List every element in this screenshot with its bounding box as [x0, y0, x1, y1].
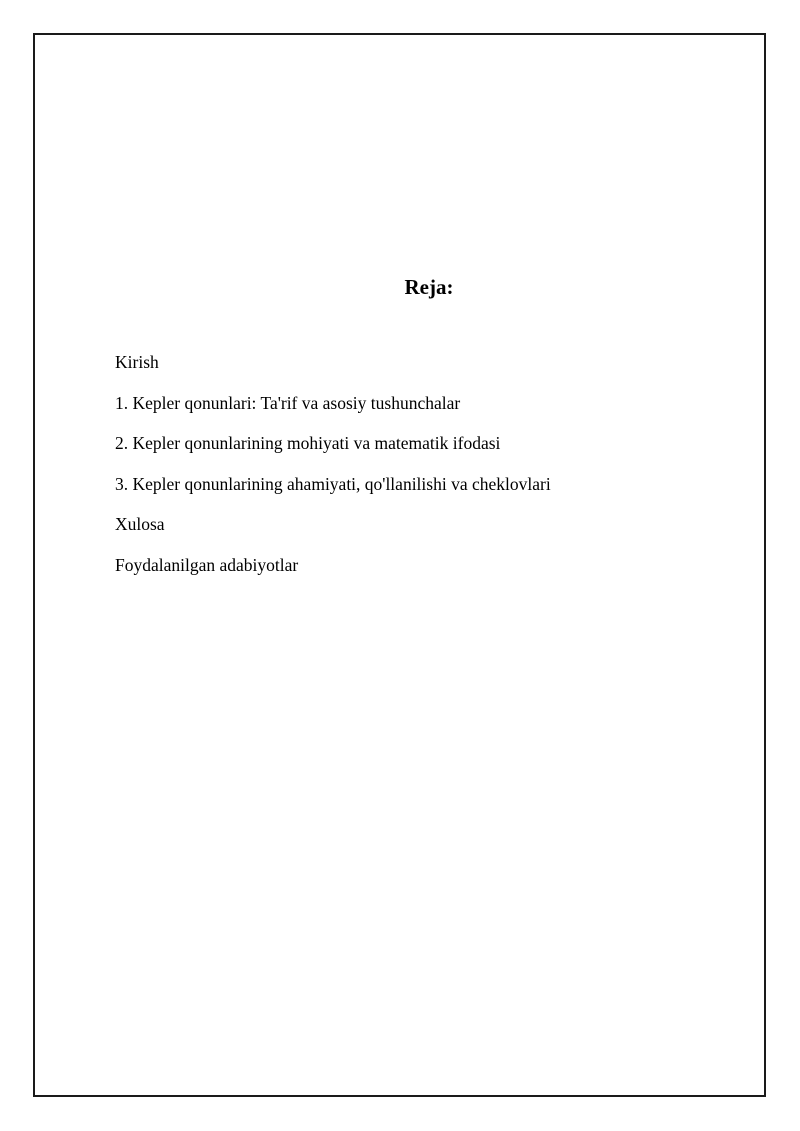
- toc-item-references: Foydalanilgan adabiyotlar: [115, 554, 299, 575]
- toc-item-section-2: 2. Kepler qonunlarining mohiyati va matematik ifodasi: [115, 433, 501, 453]
- table-of-contents: [115, 350, 551, 593]
- toc-item-introduction: Kirish: [115, 352, 159, 372]
- toc-item-conclusion: Xulosa: [115, 514, 165, 534]
- page-title: Reja:: [404, 275, 454, 299]
- toc-item-section-3: 3. Kepler qonunlarining ahamiyati, qo'llanilishi va cheklovlari: [115, 473, 551, 494]
- toc-item-section-1: 1. Kepler qonunlari: Ta'rif va asosiy tushunchalar: [115, 392, 461, 413]
